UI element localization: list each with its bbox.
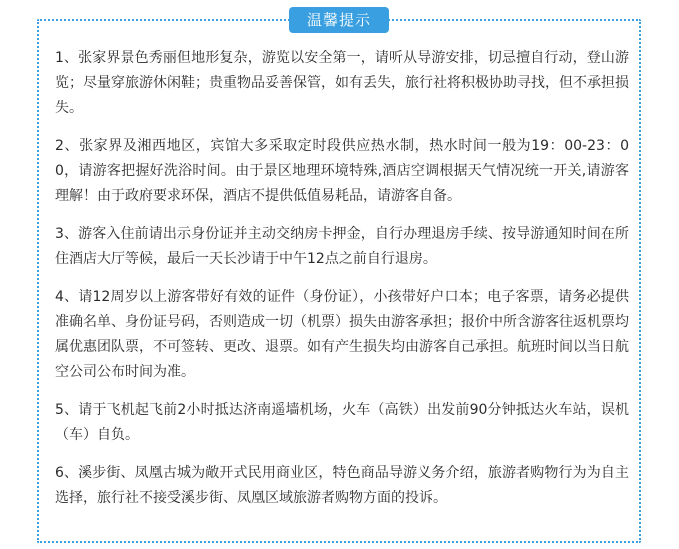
notice-item-3: 3、游客入住前请出示身份证并主动交纳房卡押金，自行办理退房手续、按导游通知时间在所住酒店大厅等候，最后一天长沙请于中午12点之前自行退房。 <box>55 226 629 267</box>
notice-item-4: 4、请12周岁以上游客带好有效的证件（身份证），小孩带好户口本；电子客票，请务必提供准确名单、身份证号码，否则造成一切（机票）损失由游客承担；报价中所含游客往返机票均属优惠团队票，不可签转、更改、退票。如有产生损失均由游客自己承担。航班时间以当日航空公司公布时间为准。 <box>55 289 629 380</box>
notice-content <box>55 46 629 524</box>
notice-item-6: 6、溪步街、凤凰古城为敞开式民用商业区，特色商品导游义务介绍，旅游者购物行为为自主选择，旅行社不接受溪步街、凤凰区域旅游者购物方面的投诉。 <box>55 465 629 506</box>
notice-item-1: 1、张家界景色秀丽但地形复杂，游览以安全第一，请听从导游安排，切忌擅自行动，登山游览；尽量穿旅游休闲鞋；贵重物品妥善保管，如有丢失，旅行社将积极协助寻找，但不承担损失。 <box>55 50 629 116</box>
notice-title-tab: 温馨提示 <box>289 7 389 33</box>
notice-item-5: 5、请于飞机起飞前2小时抵达济南遥墙机场，火车（高铁）出发前90分钟抵达火车站，误机（车）自负。 <box>55 402 629 443</box>
notice-item-2: 2、张家界及湘西地区，宾馆大多采取定时段供应热水制，热水时间一般为19：00-23：00，请游客把握好洗浴时间。由于景区地理环境特殊,酒店空调根据天气情况统一开关,请游客理解！由于政府要求环保，酒店不提供低值易耗品，请游客自备。 <box>55 138 629 204</box>
